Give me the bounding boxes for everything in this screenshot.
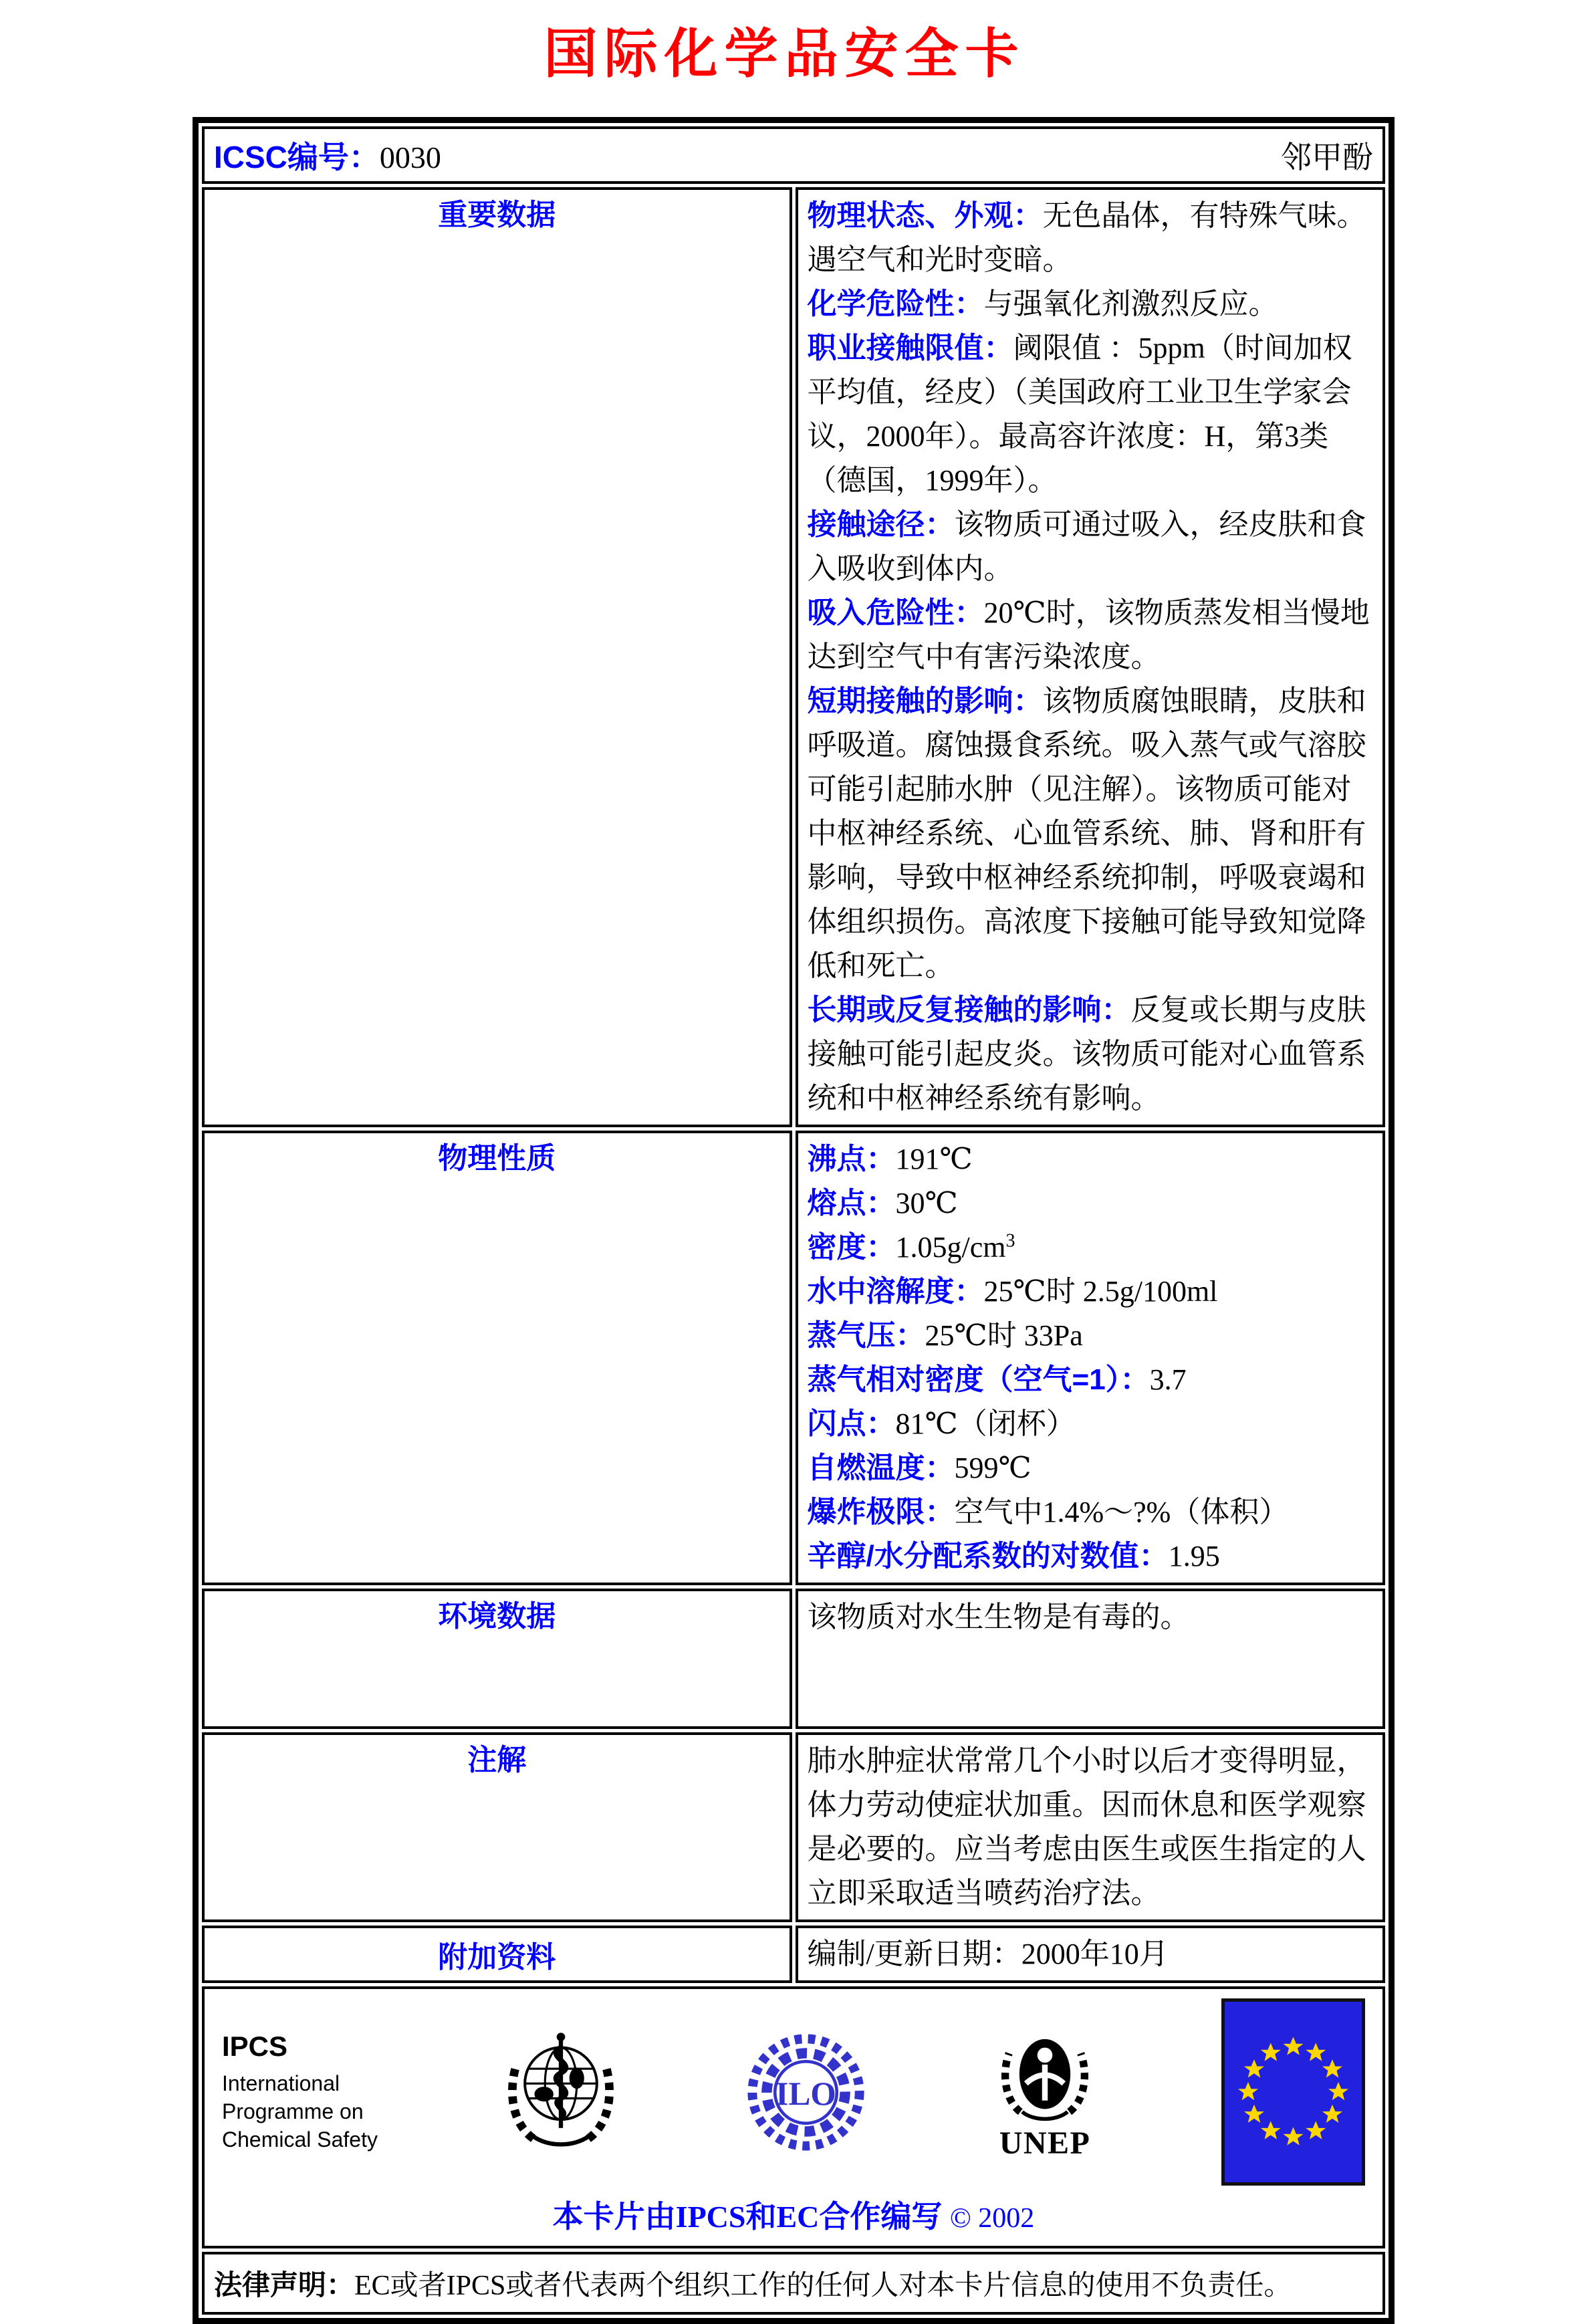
credit-text: 本卡片由IPCS和EC合作编写 — [552, 2200, 943, 2234]
date-label: 编制/更新日期： — [807, 1938, 1021, 1970]
page-title: 国际化学品安全卡 — [544, 24, 1025, 84]
physical-properties-content — [796, 1131, 1386, 1585]
notes-row — [202, 1732, 1385, 1922]
icsc-number — [214, 133, 441, 177]
section-label-additional-info: 附加资料 — [202, 1926, 792, 1983]
chemical-name: 邻甲酚 — [1281, 140, 1373, 175]
icsc-number-value: 0030 — [379, 140, 441, 175]
ilo-logo-text: ILO — [775, 2075, 837, 2112]
ilo-logo-icon — [744, 2030, 868, 2154]
section-label-physical-properties: 物理性质 — [202, 1131, 792, 1585]
eu-flag-icon — [1221, 1998, 1365, 2186]
section-label-important-data: 重要数据 — [202, 187, 792, 1127]
section-label-environmental-data: 环境数据 — [202, 1589, 792, 1729]
additional-info-row — [202, 1926, 1385, 1983]
item-flash-point: 闪点：81℃（闭杯） — [807, 1407, 1076, 1440]
item-vapor-pressure: 蒸气压：25℃时 33Pa — [807, 1319, 1083, 1352]
environmental-data-row — [202, 1589, 1385, 1729]
legal-label: 法律声明： — [214, 2269, 355, 2301]
item-explosive-limits: 爆炸极限：空气中1.4%～?%（体积） — [807, 1496, 1289, 1528]
icsc-number-label: ICSC编号： — [214, 140, 380, 175]
section-label-notes: 注解 — [202, 1732, 792, 1922]
legal-text: EC或者IPCS或者代表两个组织工作的任何人对本卡片信息的使用不负责任。 — [354, 2271, 1292, 2301]
environmental-data-content — [796, 1589, 1386, 1729]
icsc-table — [193, 117, 1395, 2324]
item-inhalation-risk: 吸入危险性：20℃时，该物质蒸发相当慢地达到空气中有害污染浓度。 — [807, 596, 1370, 673]
item-boiling-point: 沸点：191℃ — [807, 1143, 973, 1175]
header-row — [202, 126, 1385, 184]
unep-logo-icon — [988, 2021, 1102, 2163]
item-chemical-danger: 化学危险性：与强氧化剂激烈反应。 — [807, 287, 1278, 320]
ipcs-title: IPCS — [222, 2030, 288, 2062]
notes-content — [796, 1732, 1386, 1922]
item-melting-point: 熔点：30℃ — [807, 1187, 958, 1219]
item-vapor-relative-density: 蒸气相对密度（空气=1）：3.7 — [807, 1363, 1187, 1396]
item-long-term-effects: 长期或反复接触的影响：反复或长期与皮肤接触可能引起皮炎。该物质可能对心血管系统和中枢神经系统有影响。 — [807, 994, 1366, 1115]
item-physical-state: 物理状态、外观：无色晶体，有特殊气味。遇空气和光时变暗。 — [807, 199, 1366, 276]
unep-logo-text: UNEP — [999, 2125, 1090, 2161]
item-water-solubility: 水中溶解度：25℃时 2.5g/100ml — [807, 1275, 1218, 1308]
item-autoignition-temperature: 自燃温度：599℃ — [807, 1451, 1032, 1484]
item-occupational-limits: 职业接触限值：阈限值 ：5ppm（时间加权平均值，经皮）（美国政府工业卫生学家会议，2000年）。最高容许浓度：H，第3类（德国，1999年）。 — [807, 332, 1352, 497]
copyright-text: © 2002 — [949, 2203, 1035, 2234]
item-octanol-water-partition: 辛醇/水分配系数的对数值：1.95 — [807, 1540, 1220, 1573]
logos-row — [202, 1986, 1385, 2248]
icsc-card-page — [0, 11, 1569, 2301]
credit-line — [222, 2192, 1365, 2236]
environmental-data-text: 该物质对水生生物是有毒的。 — [807, 1601, 1190, 1633]
physical-properties-row — [202, 1131, 1385, 1585]
date-value: 2000年10月 — [1021, 1938, 1169, 1970]
ipcs-text-block: IPCS International Programme on Chemical Safety — [222, 2030, 378, 2152]
item-exposure-routes: 接触途径：该物质可通过吸入，经皮肤和食入吸收到体内。 — [807, 508, 1366, 585]
important-data-content — [796, 187, 1386, 1127]
legal-row — [202, 2252, 1385, 2315]
item-short-term-effects: 短期接触的影响：该物质腐蚀眼睛，皮肤和呼吸道。腐蚀摄食系统。吸入蒸气或气溶胶可能引起肺水肿（见注解）。该物质可能对中枢神经系统、心血管系统、肺、肾和肝有影响，导致中枢神经系统抑制，呼吸衰竭和体组织损伤。高浓度下接触可能导致知觉降低和死亡。 — [807, 685, 1366, 982]
additional-info-content — [796, 1926, 1386, 1983]
who-logo-icon — [497, 2028, 624, 2156]
important-data-row — [202, 187, 1385, 1127]
notes-text: 肺水肿症状常常几个小时以后才变得明显，体力劳动使症状加重。因而休息和医学观察是必要的。应当考虑由医生或医生指定的人立即采取适当喷药治疗法。 — [807, 1744, 1366, 1909]
density-superscript: 3 — [1005, 1230, 1015, 1252]
item-density: 密度：$1.05g/cm^3$ — [807, 1230, 1015, 1264]
